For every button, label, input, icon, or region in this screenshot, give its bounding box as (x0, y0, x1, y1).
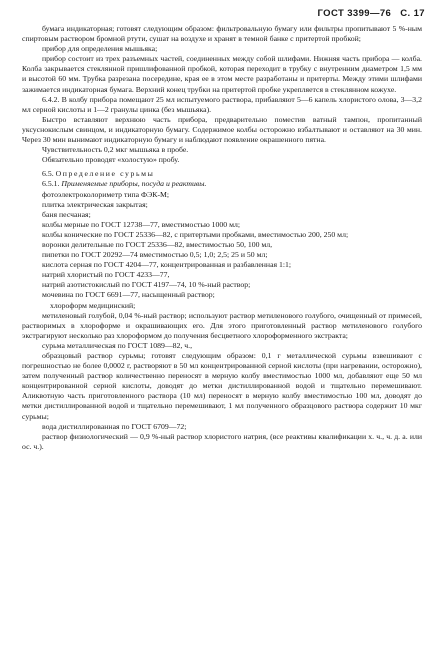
paragraph: натрий азотистокислый по ГОСТ 4197—74, 10 %-ный раствор; (42, 280, 251, 290)
paragraph: раствор физиологический — 0,9 %-ный раствор хлористого натрия, (все реактивы квалификации х. ч., ч. д. а. или ос. ч.). (22, 431, 422, 451)
paragraph: натрий хлористый по ГОСТ 4233—77, (42, 270, 170, 280)
paragraph: баня песчаная; (42, 209, 91, 219)
paragraph: метиленовый голубой, 0,04 %-ный раствор; используют раствор метиленового голубого, очищенный от примесей, растворимых в хлороформе и окрашивающих его. Для этого приготовленный раствор метиленового голубого экстрагируют несколько раз хлороформом до получения бесцветного хлороформенного экстракта; (22, 310, 422, 340)
paragraph: Чувствительность 0,2 мкг мышьяка в пробе. (42, 145, 189, 155)
paragraph: пипетки по ГОСТ 20292—74 вместимостью 0,5; 1,0; 2,5; 25 и 50 мл; (42, 250, 268, 260)
paragraph: плитка электрическая закрытая; (42, 199, 148, 209)
page-number: С. 17 (400, 8, 425, 19)
paragraph: мочевина по ГОСТ 6691—77, насыщенный раствор; (42, 290, 215, 300)
paragraph: образцовый раствор сурьмы; готовят следующим образом: 0,1 г металлической сурьмы взвешивают с погрешностью не более 0,0002 г, растворяют в 50 мл концентрированной серной кислоты (при нагревании, осторожно), затем полученный раствор количественно переносят в мерную колбу вместимостью 1000 мл, добавляют еще 50 мл концентрированной серной кислоты, доводят до метки дистиллированной водой и тщательно перемешивают. Аликвотную часть приготовленного раствора (10 мл) переносят в мерную колбу вместимостью 100 мл, доводят до метки дистиллированной водой и тщательно перемешивают, 1 мл полученного образцового раствора содержит 10 мкг сурьмы; (22, 351, 422, 421)
paragraph: прибор для определения мышьяка; (42, 44, 158, 54)
paragraph: прибор состоит из трех разъемных частей, соединенных между собой шлифами. Нижняя часть прибора — колба. Колба закрывается стеклянной пришлифованной пробкой, которая переходит в трубку с внутренним диаметром 1,5 мм и высотой 60 мм. Трубка разрезана посередине, края ее в этом месте разработаны и притерты. Между этими шлифами зажимается индикаторная бумага. Верхний конец трубки на притертой пробке укрепляется в стеклянном кожухе. (22, 54, 422, 94)
paragraph: Обязательно проводят «холостую» пробу. (42, 155, 180, 165)
paragraph: сурьма металлическая по ГОСТ 1089—82, ч., (42, 340, 193, 350)
paragraph: вода дистиллированная по ГОСТ 6709—72; (42, 421, 187, 431)
paragraph: Быстро вставляют верхнюю часть прибора, предварительно поместив ватный тампон, пропитанный уксуснокислым свинцом, и индикаторную бумагу. Содержимое колбы осторожно взбалтывают и оставляют на 30 мин. Через 30 мин вынимают индикаторную бумагу и наблюдают появление окрашенного пятна. (22, 114, 422, 145)
paragraph: колбы мерные по ГОСТ 12738—77, вместимостью 1000 мл; (42, 219, 241, 229)
standard-number: ГОСТ 3399—76 (317, 8, 392, 19)
page-header (312, 8, 425, 19)
paragraph: 6.4.2. В колбу прибора помещают 25 мл испытуемого раствора, прибавляют 5—6 капель хлористого олова, 3—3,2 мл серной кислоты и 1—2 гранулы цинка (без мышьяка). (22, 94, 422, 114)
paragraph: колбы конические по ГОСТ 25336—82, с притертыми пробками, вместимостью 200, 250 мл; (42, 229, 349, 239)
paragraph: хлороформ медицинский; (50, 300, 136, 310)
paragraph: 6.5.1. Применяемые приборы, посуда и реактивы. (42, 179, 207, 189)
paragraph: 6.5. Определение сурьмы (42, 169, 155, 179)
paragraph: бумага индикаторная; готовят следующим образом: фильтровальную бумагу или фильтры пропитывают 5 %-ным спиртовым раствором бромной ртути, сушат на воздухе и хранят в темной банке с притертой пробкой; (22, 24, 422, 44)
paragraph: воронки делительные по ГОСТ 25336—82, вместимостью 50, 100 мл, (42, 239, 273, 249)
document-body (22, 24, 422, 452)
paragraph: фотоэлектроколориметр типа ФЭК-М; (42, 189, 170, 199)
paragraph: кислота серная по ГОСТ 4204—77, концентрированная и разбавленная 1:1; (42, 260, 292, 270)
